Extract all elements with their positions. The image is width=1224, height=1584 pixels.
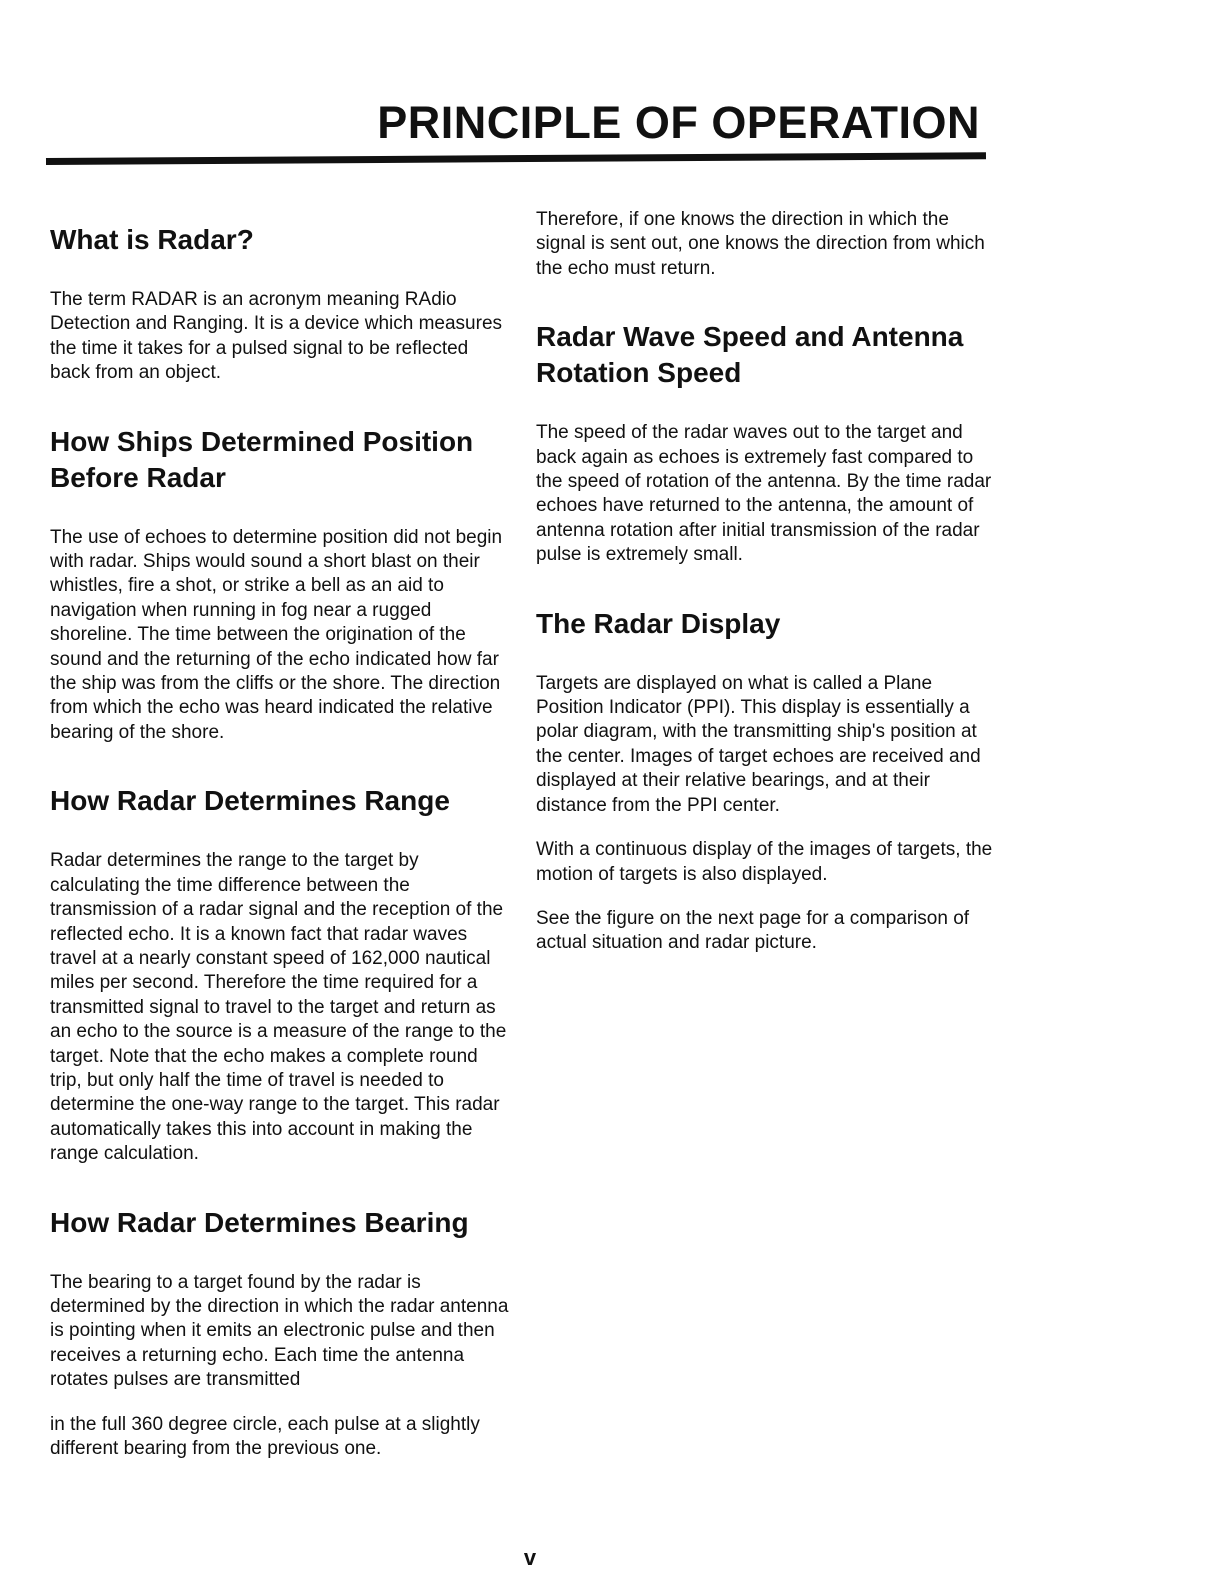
paragraph-bearing-1: The bearing to a target found by the radar is determined by the direction in which the radar antenna is pointing when it emits an electronic pulse and then receives a returning echo. Each time the antenna rotates pulses are transmitted bbox=[50, 1271, 509, 1391]
paragraph-radar-display-2: With a continuous display of the images of targets, the motion of targets is also displayed. bbox=[536, 839, 993, 885]
left-column bbox=[50, 222, 510, 1461]
paragraph-wave-speed: The speed of the radar waves out to the target and back again as echoes is extremely fast compared to the speed of rotation of the antenna. By the time radar echoes have returned to the antenna, the amount of antenna rotation after initial transmission of the radar pulse is extremely small. bbox=[536, 422, 992, 566]
paragraph-before-radar: The use of echoes to determine position did not begin with radar. Ships would sound a short blast on their whistles, fire a shot, or strike a bell as an aid to navigation when running in fog near a rugged shoreline. The time between the origination of the sound and the returning of the echo indicated how far the ship was from the cliffs or the shore. The direction from which the echo was heard indicated the relative bearing of the shore. bbox=[50, 526, 503, 743]
paragraph-what-is-radar: The term RADAR is an acronym meaning RAdio Detection and Ranging. It is a device which measures the time it takes for a pulsed signal to be reflected back from an object. bbox=[50, 289, 503, 384]
paragraph-bearing-continued: Therefore, if one knows the direction in which the signal is sent out, one knows the direction from which the echo must return. bbox=[536, 209, 985, 279]
paragraph-radar-display-1: Targets are displayed on what is called a Plane Position Indicator (PPI). This display is essentially a polar diagram, with the transmitting ship's position at the center. Images of target echoes are received and displayed at their relative bearings, and at their distance from the PPI center. bbox=[536, 672, 981, 816]
heading-radar-display: The Radar Display bbox=[536, 607, 781, 639]
heading-what-is-radar: What is Radar? bbox=[50, 224, 254, 255]
paragraph-range: Radar determines the range to the target by calculating the time difference between the transmission of a radar signal and the reception of the reflected echo. It is a known fact that radar waves travel at a nearly constant speed of 162,000 nautical miles per second. Therefore the time required for a transmitted signal to travel to the target and return as an echo to the source is a measure of the range to the target. Note that the echo makes a complete round trip, but only half the time of travel is needed to determine the one-way range to the target. This radar automatically takes this into account in making the range calculation. bbox=[50, 850, 507, 1165]
title-rule bbox=[46, 152, 986, 165]
paragraph-radar-display-3: See the figure on the next page for a comparison of actual situation and radar picture. bbox=[536, 907, 970, 954]
page-number: v bbox=[523, 1545, 537, 1570]
heading-range: How Radar Determines Range bbox=[50, 785, 450, 817]
page-title: PRINCIPLE OF OPERATION bbox=[377, 97, 980, 148]
heading-bearing: How Radar Determines Bearing bbox=[50, 1206, 469, 1238]
heading-wave-speed: Radar Wave Speed and Antenna Rotation Speed bbox=[536, 321, 964, 389]
paragraph-bearing-2: in the full 360 degree circle, each pulse at a slightly different bearing from the previous one. bbox=[50, 1413, 480, 1459]
right-column bbox=[536, 208, 996, 956]
heading-before-radar: How Ships Determined Position Before Radar bbox=[50, 425, 474, 493]
